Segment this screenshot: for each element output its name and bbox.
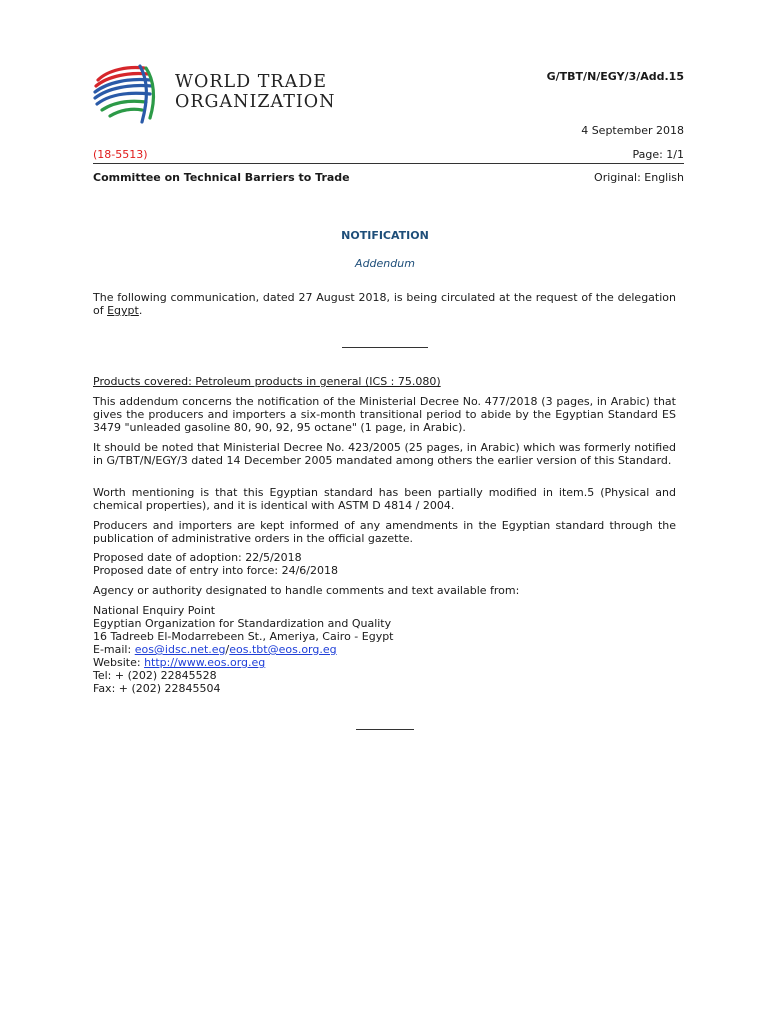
end-separator-line: [356, 729, 414, 730]
agency-intro: Agency or authority designated to handle comments and text available from:: [93, 584, 520, 597]
document-date: 4 September 2018: [581, 124, 684, 137]
notification-title: NOTIFICATION: [341, 229, 429, 242]
paragraph-decree-423: It should be noted that Ministerial Decree No. 423/2005 (25 pages, in Arabic) which was formerly notified in G/TBT/N/EGY/3 dated 14 December 2005 mandated among others the earlier version of this Standard.: [93, 441, 676, 467]
proposed-dates: [93, 551, 676, 577]
paragraph-decree-477: This addendum concerns the notification of the Ministerial Decree No. 477/2018 (3 pages, in Arabic) that gives the producers and importers a six-month transitional period to abide by the Egyptian Standard ES 3479 "unleaded gasoline 80, 90, 92, 95 octane" (1 page, in Arabic).: [93, 395, 676, 434]
contact-email-line: E-mail: eos@idsc.net.eg/eos.tbt@eos.org.eg: [93, 643, 337, 656]
committee-name: Committee on Technical Barriers to Trade: [93, 171, 350, 184]
wto-logo-text: [175, 72, 335, 112]
org-name-line2: ORGANIZATION: [175, 92, 336, 112]
adoption-date: Proposed date of adoption: 22/5/2018: [93, 551, 302, 564]
wto-emblem-icon: [84, 58, 174, 128]
addendum-subtitle: Addendum: [355, 257, 415, 270]
paragraph-amendments: Producers and importers are kept informed of any amendments in the Egyptian standard through the publication of administrative orders in the official gazette.: [93, 519, 676, 545]
job-number: (18-5513): [93, 148, 148, 161]
original-language: Original: English: [594, 171, 684, 184]
website-link[interactable]: http://www.eos.org.eg: [144, 656, 266, 669]
contact-block: [93, 604, 676, 695]
org-name-line1: WORLD TRADE: [175, 72, 328, 92]
products-covered-heading: Products covered: Petroleum products in general (ICS : 75.080): [93, 375, 441, 388]
contact-organization: Egyptian Organization for Standardization and Quality: [93, 617, 392, 630]
header-rule: [93, 163, 684, 164]
document-symbol: G/TBT/N/EGY/3/Add.15: [546, 70, 684, 83]
page-number: Page: 1/1: [632, 148, 684, 161]
contact-enquiry-point: National Enquiry Point: [93, 604, 216, 617]
contact-fax: Fax: + (202) 22845504: [93, 682, 221, 695]
separator-line: [342, 347, 428, 348]
contact-tel: Tel: + (202) 22845528: [93, 669, 217, 682]
entry-into-force-date: Proposed date of entry into force: 24/6/2018: [93, 564, 338, 577]
contact-website-line: Website: http://www.eos.org.eg: [93, 656, 266, 669]
email-link-idsc[interactable]: eos@idsc.net.eg: [134, 643, 226, 656]
country-name: Egypt: [107, 304, 139, 317]
contact-address: 16 Tadreeb El-Modarrebeen St., Ameriya, Cairo - Egypt: [93, 630, 394, 643]
email-link-eos-tbt[interactable]: eos.tbt@eos.org.eg: [229, 643, 337, 656]
paragraph-astm: Worth mentioning is that this Egyptian standard has been partially modified in item.5 (Physical and chemical properties), and it is identical with ASTM D 4814 / 2004.: [93, 486, 676, 512]
intro-paragraph: The following communication, dated 27 August 2018, is being circulated at the request of the delegation of Egypt.: [93, 291, 676, 317]
